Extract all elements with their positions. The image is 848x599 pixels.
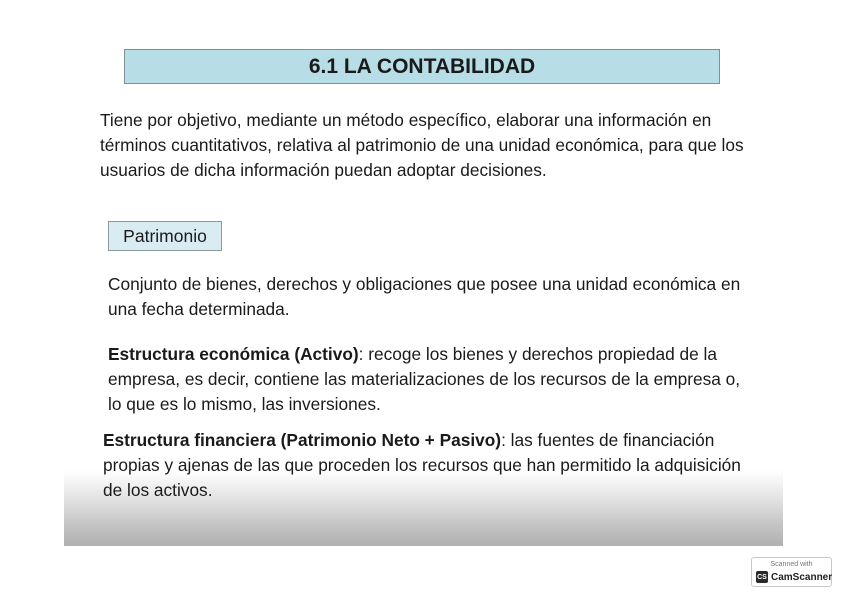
activo-paragraph [108,342,748,417]
activo-term: Estructura económica (Activo) [108,344,359,364]
patrimonio-label: Patrimonio [123,225,207,246]
watermark-brand-row [756,571,832,583]
financiera-term: Estructura financiera (Patrimonio Neto + Pasivo) [103,430,502,450]
slide-title-text: 6.1 LA CONTABILIDAD [308,54,536,78]
camscanner-logo-icon: CS [756,571,768,583]
patrimonio-label-box [108,221,222,251]
activo-text: : recoge los bienes y derechos propiedad de la empresa, es decir, contiene las materializaciones de los recursos de la empresa o, lo que es lo mismo, las inversiones. [108,344,741,414]
financiera-paragraph [103,428,763,503]
financiera-text: : las fuentes de financiación propias y ajenas de las que proceden los recursos que han permitido la adquisición de los activos. [103,430,741,500]
watermark-brand-name: CamScanner [771,571,833,583]
watermark-top-text: Scanned with [770,561,813,568]
slide-title [124,49,720,84]
intro-paragraph: Tiene por objetivo, mediante un método específico, elaborar una información en términos cuantitativos, relativa al patrimonio de una unidad económica, para que los usuarios de dicha información puedan adoptar decisiones. [100,110,744,180]
patrimonio-definition: Conjunto de bienes, derechos y obligaciones que posee una unidad económica en una fecha determinada. [108,274,741,319]
camscanner-watermark [751,557,832,587]
